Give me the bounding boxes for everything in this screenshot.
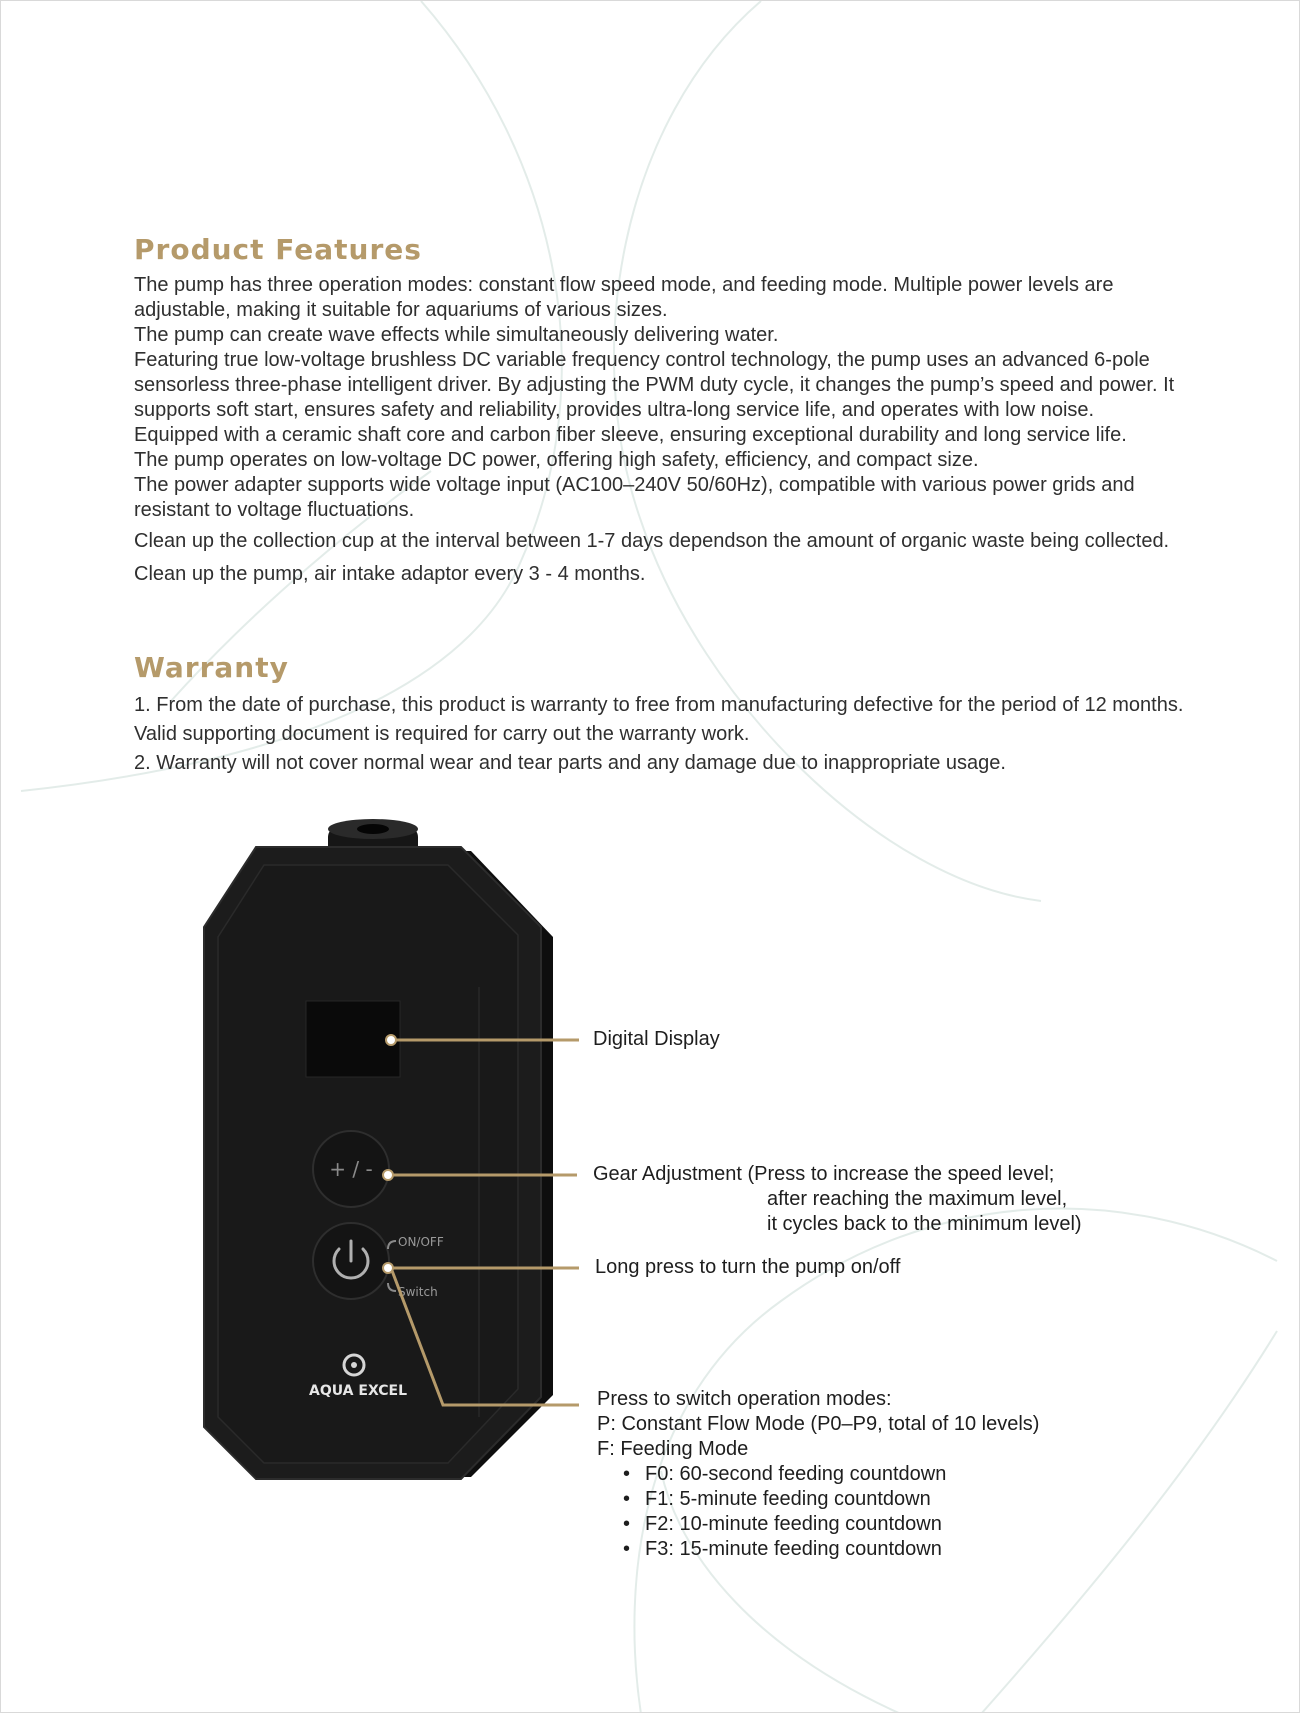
feature-line: Equipped with a ceramic shaft core and carbon fiber sleeve, ensuring exceptional durability and long service life.	[134, 424, 1127, 446]
feature-line: Featuring true low-voltage brushless DC variable frequency control technology, the pump uses an advanced 6-pole sensorless three-phase intelligent driver. By adjusting the PWM duty cycle, it changes the pump’s speed and power. It supports soft start, ensures safety and reliability, provides ultra-long service life, and operates with low noise.	[134, 349, 1175, 421]
on-off-label: ON/OFF	[398, 1235, 444, 1249]
feature-line: The pump has three operation modes: constant flow speed mode, and feeding mode. Multiple power levels are adjustable, making it suitable for aquariums of various sizes.	[134, 274, 1114, 321]
feature-line: The pump can create wave effects while simultaneously delivering water.	[134, 324, 779, 346]
callout-text: it cycles back to the minimum level)	[767, 1213, 1082, 1235]
callout-text: Digital Display	[593, 1028, 720, 1050]
callout-digital-display	[593, 1027, 720, 1052]
feature-line: The power adapter supports wide voltage input (AC100–240V 50/60Hz), compatible with various power grids and resistant to voltage fluctuations.	[134, 474, 1135, 521]
feature-line: Clean up the pump, air intake adaptor every 3 - 4 months.	[134, 563, 646, 585]
callout-text: Gear Adjustment (Press to increase the speed level;	[593, 1163, 1055, 1185]
warranty-title: Warranty	[134, 651, 289, 684]
callout-text: P: Constant Flow Mode (P0–P9, total of 10 levels)	[597, 1413, 1040, 1435]
callout-power	[595, 1255, 900, 1280]
list-item: • F2: 10-minute feeding countdown	[623, 1512, 1039, 1537]
switch-label: Switch	[398, 1285, 438, 1299]
feature-line: The pump operates on low-voltage DC power, offering high safety, efficiency, and compact size.	[134, 449, 979, 471]
brand-name: AQUA EXCEL	[309, 1383, 407, 1399]
feeding-mode-list	[597, 1462, 1039, 1562]
callout-gear-adjustment	[593, 1162, 1082, 1237]
warranty-line: 1. From the date of purchase, this product is warranty to free from manufacturing defective for the period of 12 months. Valid supporting document is required for carry out the warranty work.	[134, 694, 1184, 745]
features-title: Product Features	[134, 233, 422, 266]
warranty-line: 2. Warranty will not cover normal wear and tear parts and any damage due to inappropriate usage.	[134, 752, 1006, 774]
callout-text: after reaching the maximum level,	[767, 1188, 1068, 1210]
list-item: • F3: 15-minute feeding countdown	[623, 1537, 1039, 1562]
callout-text: Press to switch operation modes:	[597, 1388, 892, 1410]
list-item: • F1: 5-minute feeding countdown	[623, 1487, 1039, 1512]
list-item: • F0: 60-second feeding countdown	[623, 1462, 1039, 1487]
callout-operation-modes	[597, 1387, 1039, 1562]
callout-text: F: Feeding Mode	[597, 1438, 749, 1460]
gear-button-label: + / -	[329, 1157, 373, 1181]
feature-line: Clean up the collection cup at the interval between 1-7 days dependson the amount of organic waste being collected.	[134, 530, 1170, 552]
callout-text: Long press to turn the pump on/off	[595, 1256, 901, 1278]
